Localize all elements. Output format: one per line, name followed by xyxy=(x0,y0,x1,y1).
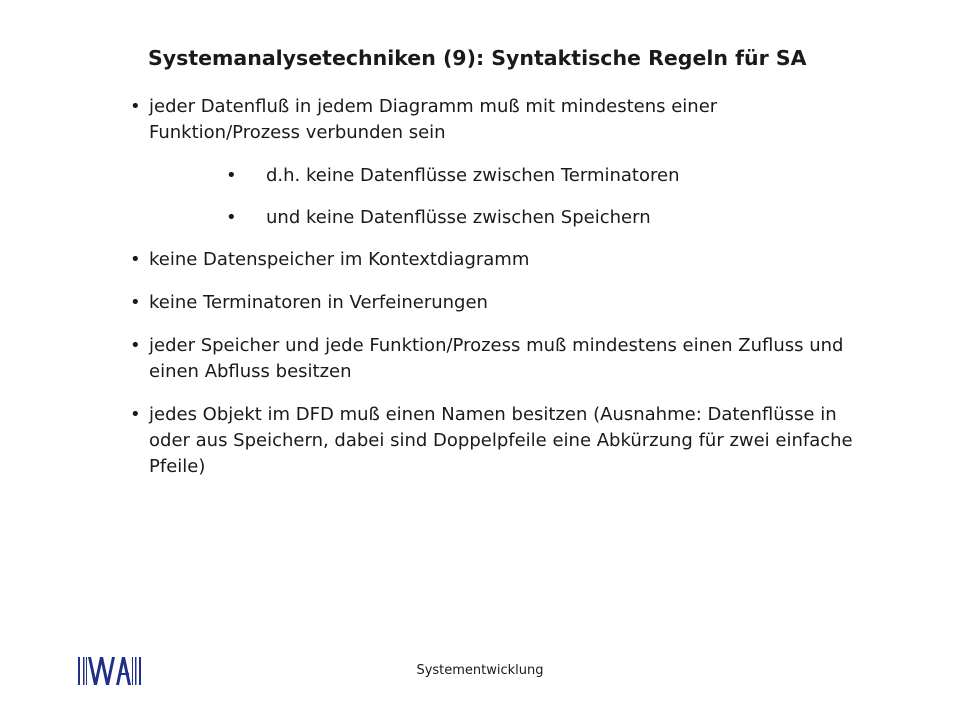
sub-bullet-text-1: d.h. keine Datenflüsse zwischen Terminatoren xyxy=(266,165,680,186)
bullet-text-5: jedes Objekt im DFD muß einen Namen besitzen (Ausnahme: Datenflüsse in oder aus Speichern, dabei sind Doppelpfeile eine Abkürzung für zwei einfache Pfeile) xyxy=(149,404,853,477)
sub-bullet-text-2: und keine Datenflüsse zwischen Speichern xyxy=(266,207,651,228)
sub-bullet-item-1 xyxy=(130,163,910,189)
slide-title: Systemanalysetechniken (9): Syntaktische Regeln für SA xyxy=(148,46,807,70)
footer-text: Systementwicklung xyxy=(416,663,544,678)
sub-bullet-dot: • xyxy=(226,207,237,228)
bullet-item-2 xyxy=(130,247,910,273)
bullet-item-4 xyxy=(130,333,879,385)
bullet-item-1 xyxy=(130,94,849,146)
bullet-item-5 xyxy=(130,402,869,480)
bullet-item-3 xyxy=(130,290,910,316)
bullet-text-2: keine Datenspeicher im Kontextdiagramm xyxy=(149,249,530,270)
bullet-text-4: jeder Speicher und jede Funktion/Prozess muß mindestens einen Zufluss und einen Abfluss besitzen xyxy=(149,335,844,382)
sub-bullet-dot: • xyxy=(226,165,237,186)
bullet-text-1: jeder Datenfluß in jedem Diagramm muß mit mindestens einer Funktion/Prozess verbunden sein xyxy=(149,96,718,143)
bullet-text-3: keine Terminatoren in Verfeinerungen xyxy=(149,292,488,313)
bullet-dot: • xyxy=(130,96,141,117)
bullet-dot: • xyxy=(130,249,141,270)
bullet-dot: • xyxy=(130,292,141,313)
bullet-dot: • xyxy=(130,404,141,425)
bullet-list xyxy=(130,94,910,497)
bullet-dot: • xyxy=(130,335,141,356)
sub-bullet-item-2 xyxy=(130,205,910,231)
